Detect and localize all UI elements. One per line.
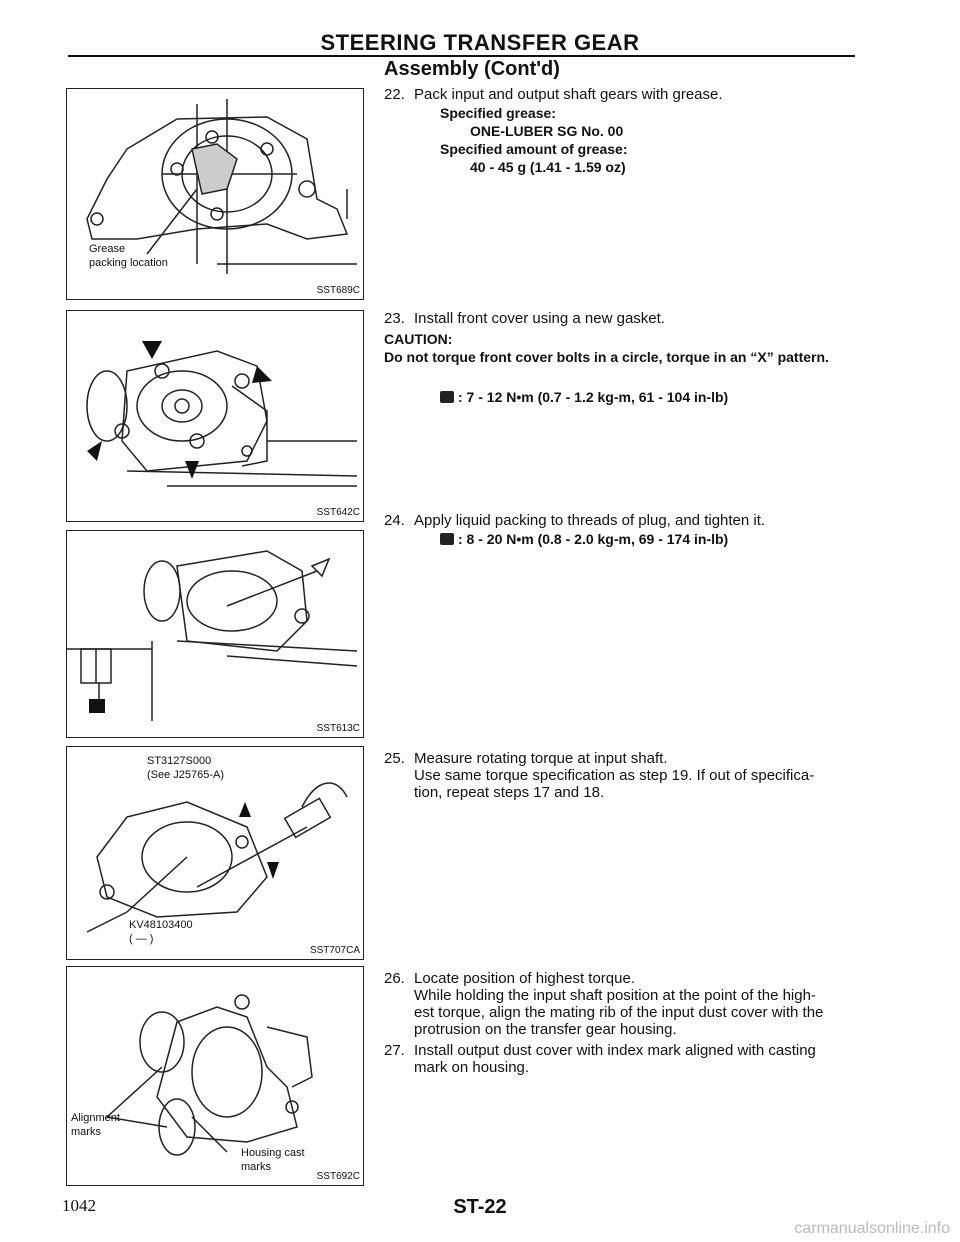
label-tool-kv48103400: KV48103400	[129, 919, 193, 931]
step-text-line-4: protrusion on the transfer gear housing.	[414, 1021, 677, 1038]
step-text-line-2: Use same torque specification as step 19. If out of specifica-	[414, 767, 815, 784]
page-number: 1042	[62, 1196, 96, 1215]
step-22	[384, 86, 854, 103]
step-26	[384, 970, 854, 1038]
step-number: 26.	[384, 970, 405, 987]
torque-spec-23: : 7 - 12 N•m (0.7 - 1.2 kg-m, 61 - 104 in-lb)	[440, 388, 728, 406]
figure-code: SST689C	[316, 285, 360, 296]
step-number: 22.	[384, 86, 405, 103]
label-tool-sub: ( — )	[129, 933, 154, 945]
step-text: Install front cover using a new gasket.	[414, 310, 665, 327]
step-23	[384, 310, 854, 327]
grease-name: ONE-LUBER SG No. 00	[470, 123, 624, 139]
label-marks: marks	[71, 1126, 101, 1138]
torque-spec-24: : 8 - 20 N•m (0.8 - 2.0 kg-m, 69 - 174 in-lb)	[440, 530, 728, 548]
figure-front-cover	[66, 310, 364, 522]
step-24	[384, 512, 854, 529]
label-housing-marks: marks	[241, 1161, 271, 1173]
figure-code: SST642C	[316, 507, 360, 518]
page-title: STEERING TRANSFER GEAR	[320, 30, 640, 55]
step-text: Pack input and output shaft gears with grease.	[414, 86, 723, 103]
step-number: 23.	[384, 310, 405, 327]
plug-illustration	[67, 531, 363, 737]
step-text-line-3: tion, repeat steps 17 and 18.	[414, 784, 605, 801]
label-alignment: Alignment	[71, 1112, 120, 1124]
caution-title: CAUTION:	[384, 331, 453, 347]
section-subtitle: Assembly (Cont'd)	[384, 58, 560, 80]
figure-rotating-torque	[66, 746, 364, 960]
step-text: Measure rotating torque at input shaft.	[414, 750, 668, 767]
dust-cover-illustration	[67, 967, 363, 1185]
figure-code: SST707CA	[309, 945, 360, 956]
torque-icon	[440, 533, 454, 545]
step-text: Apply liquid packing to threads of plug, and tighten it.	[414, 512, 766, 529]
label-grease: Grease	[89, 243, 126, 255]
grease-label: Specified grease:	[440, 105, 556, 121]
figure-grease-packing	[66, 88, 364, 300]
figure-code: SST692C	[316, 1171, 360, 1182]
step-number: 25.	[384, 750, 405, 767]
step-number: 27.	[384, 1042, 405, 1059]
step-25	[384, 750, 854, 801]
figure-code: SST613C	[316, 723, 360, 734]
step-number: 24.	[384, 512, 405, 529]
step-27	[384, 1042, 854, 1076]
torque-icon	[440, 391, 454, 403]
step-text: Locate position of highest torque.	[414, 970, 635, 987]
grease-amount-label: Specified amount of grease:	[440, 141, 628, 157]
front-cover-illustration	[67, 311, 363, 521]
label-packing-location: packing location	[89, 257, 168, 269]
step-text: Install output dust cover with index mark aligned with casting	[414, 1042, 816, 1059]
watermark: carmanualsonline.info	[794, 1220, 950, 1237]
caution-text: Do not torque front cover bolts in a circle, torque in an “X” pattern.	[384, 349, 829, 365]
step-text-line-2: While holding the input shaft position at the point of the high-	[414, 987, 816, 1004]
title-rule	[68, 55, 855, 57]
label-housing-cast: Housing cast	[241, 1147, 305, 1159]
step-text-line-2: mark on housing.	[414, 1059, 530, 1076]
label-see-j25765: (See J25765-A)	[147, 769, 225, 781]
label-tool-st3127s000: ST3127S000	[147, 755, 212, 767]
figure-plug	[66, 530, 364, 738]
step-text-line-3: est torque, align the mating rib of the input dust cover with the	[414, 1004, 824, 1021]
grease-amount: 40 - 45 g (1.41 - 1.59 oz)	[470, 159, 626, 175]
section-page: ST-22	[453, 1196, 507, 1218]
figure-dust-cover	[66, 966, 364, 1186]
